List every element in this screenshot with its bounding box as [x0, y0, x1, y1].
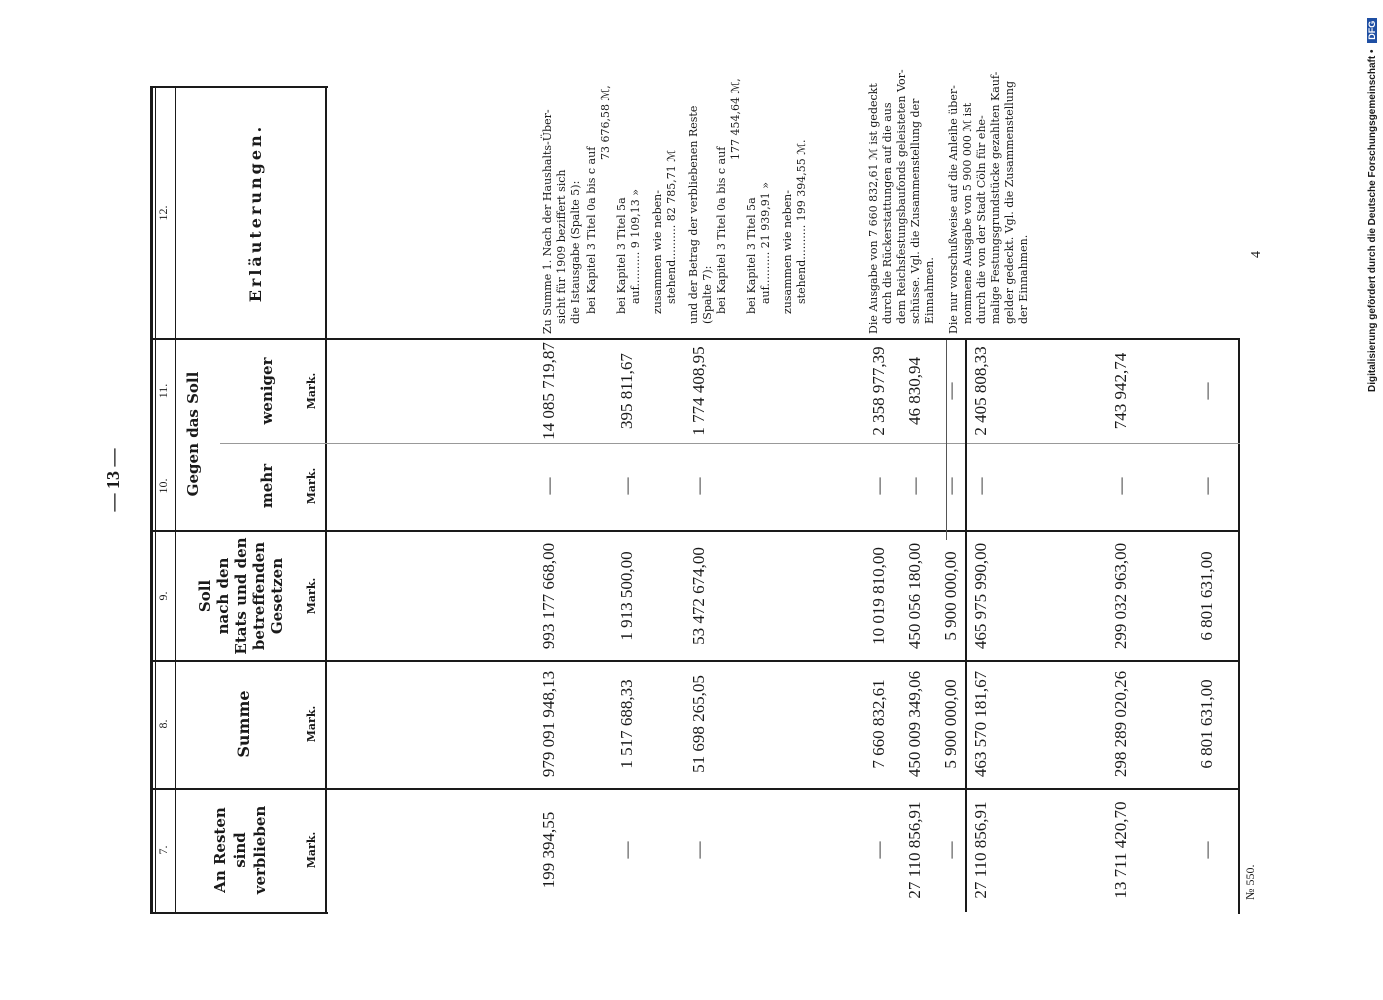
note1-line6: bei Kapitel 3 Titel 5a: [615, 197, 628, 314]
row4-c8: 7 660 832,61: [869, 679, 888, 769]
sheet-number: 4: [1249, 251, 1264, 258]
row9-c9: 6 801 631,00: [1197, 551, 1216, 641]
row2-c7: —: [617, 841, 636, 859]
row8-c7: 13 711 420,70: [1111, 801, 1130, 899]
colnum-11: 11.: [156, 383, 170, 399]
row2-c8: 1 517 688,33: [617, 679, 636, 769]
note1-line12: bei Kapitel 3 Titel 0a bis c auf: [715, 146, 728, 314]
header-c11: weniger: [258, 357, 276, 425]
row8-c10: —: [1111, 477, 1130, 495]
row5-c9: 450 056 180,00: [905, 542, 924, 650]
header-group-gegen-das-soll: Gegen das Soll: [184, 371, 202, 497]
table-right: [150, 86, 328, 88]
header-c9-line3: Etats und den: [232, 537, 250, 655]
note1-line13: 177 454,64 ℳ,: [729, 78, 742, 160]
header-c7-line1: An Resten: [211, 807, 229, 893]
colnum-8: 8.: [156, 719, 170, 729]
row7-c10: —: [971, 477, 990, 495]
unit-c9: Mark.: [305, 577, 318, 615]
row1-c7: 199 394,55: [539, 811, 558, 889]
dfg-logo: DFG: [1367, 18, 1377, 43]
row3-c7: —: [689, 841, 708, 859]
row6-c10: —: [941, 477, 960, 495]
row9-c11: —: [1197, 382, 1216, 400]
colnum-9: 9.: [156, 591, 170, 601]
row2-c10: —: [617, 477, 636, 495]
row1-c9: 993 177 668,00: [539, 542, 558, 650]
note2-line4: schüsse. Vgl. die Zusammenstellung der: [909, 98, 922, 324]
note3-line3: durch die von der Stadt Cöln für ehe-: [975, 115, 988, 324]
rule-bottom: [1238, 338, 1240, 914]
header-c8: Summe: [234, 690, 253, 758]
row5-c11: 46 830,94: [905, 357, 924, 425]
row9-c7: —: [1197, 841, 1216, 859]
header-c9-line4: betreffenden: [250, 541, 268, 651]
row5-c8: 450 009 349,06: [905, 670, 924, 778]
unit-c8: Mark.: [305, 705, 318, 743]
row1-c11: 14 085 719,87: [539, 342, 558, 440]
row2-c11: 395 811,67: [617, 353, 636, 429]
row7-c9: 465 975 990,00: [971, 542, 990, 650]
row7-c8: 463 570 181,67: [971, 670, 990, 778]
row1-c8: 979 091 948,13: [539, 670, 558, 778]
row7-c11: 2 405 808,33: [971, 346, 990, 436]
note1-line15: auf.......... 21 939,91 »: [759, 182, 772, 304]
row7-c7: 27 110 856,91: [971, 801, 990, 899]
colnum-10: 10.: [156, 478, 170, 494]
signature-mark: № 550.: [1243, 864, 1257, 900]
note1-line14: bei Kapitel 3 Titel 5a: [745, 197, 758, 314]
note1-line17: stehend.......... 199 394,55 ℳ.: [795, 139, 808, 304]
row8-c9: 299 032 963,00: [1111, 542, 1130, 650]
note1-line4: bei Kapitel 3 Titel 0a bis c auf: [585, 146, 598, 314]
header-c10: mehr: [258, 463, 276, 509]
note3-line5: gelder gedeckt. Vgl. die Zusammenstellung: [1003, 81, 1016, 324]
header-c9-line1: Soll: [196, 579, 214, 613]
colnum-12: 12.: [156, 205, 170, 221]
note2-line2: durch die Rückerstattungen auf die aus: [881, 102, 894, 324]
header-c9-line5: Gesetzen: [268, 557, 286, 635]
dfg-credit: [1368, 18, 1378, 392]
note1-line7: auf.......... 9 109,13 »: [629, 189, 642, 304]
row9-c10: —: [1197, 477, 1216, 495]
row3-c9: 53 472 674,00: [689, 547, 708, 645]
sep-10-11: [220, 443, 1240, 444]
unit-c7: Mark.: [305, 831, 318, 869]
note1-line11: (Spalte 7):: [701, 265, 714, 324]
header-c7-line2: sind: [231, 832, 249, 868]
header-c9-line2: nach den: [214, 557, 232, 635]
note1-line16: zusammen wie neben-: [781, 190, 794, 314]
row3-c8: 51 698 265,05: [689, 675, 708, 773]
row6-c8: 5 900 000,00: [941, 679, 960, 769]
row3-c10: —: [689, 477, 708, 495]
row6-c7: —: [941, 841, 960, 859]
row6-c9: 5 900 000,00: [941, 551, 960, 641]
colnum-7: 7.: [156, 845, 170, 855]
subtotal-rule: [965, 340, 967, 912]
header-c7-line3: verblieben: [251, 805, 269, 895]
note3-line4: malige Festungsgrundstücke gezahlten Kauf-: [989, 71, 1002, 324]
note1-line2: sicht für 1909 beziffert sich: [555, 169, 568, 324]
note1-line9: stehend.......... 82 785,71 ℳ: [665, 150, 678, 304]
table-left: [150, 912, 328, 914]
note1-line5: 73 676,58 ℳ,: [599, 85, 612, 160]
row1-c10: —: [539, 477, 558, 495]
row5-c10: —: [905, 477, 924, 495]
row4-c11: 2 358 977,39: [869, 346, 888, 436]
note2-line3: dem Reichsfestungsbaufonds geleisteten Vor-: [895, 69, 908, 324]
row4-c10: —: [869, 477, 888, 495]
note2-line5: Einnahmen.: [923, 257, 936, 324]
note3-line6: der Einnahmen.: [1017, 234, 1030, 324]
note1-line3: die Istausgabe (Spalte 5):: [569, 180, 582, 324]
note3-line2: nommene Ausgabe von 5 900 000 ℳ ist: [961, 102, 974, 324]
note3-line1: Die nur vorschußweise auf die Anleihe über-: [947, 85, 960, 334]
row2-c9: 1 913 500,00: [617, 551, 636, 641]
row4-c7: —: [869, 841, 888, 859]
note1-line10: und der Betrag der verbliebenen Reste: [687, 105, 700, 324]
row8-c11: 743 942,74: [1111, 352, 1130, 430]
row4-c9: 10 019 810,00: [869, 547, 888, 645]
row9-c8: 6 801 631,00: [1197, 679, 1216, 769]
note2-line1: Die Ausgabe von 7 660 832,61 ℳ ist gedeckt: [867, 83, 880, 334]
row8-c8: 298 289 020,26: [1111, 670, 1130, 778]
row3-c11: 1 774 408,95: [689, 346, 708, 436]
row5-c7: 27 110 856,91: [905, 801, 924, 899]
unit-c10: Mark.: [305, 467, 318, 505]
note1-line8: zusammen wie neben-: [651, 190, 664, 314]
dfg-credit-text: Digitalisierung gefördert durch die Deutsche Forschungsgemeinschaft •: [1367, 49, 1378, 392]
row6-c11: —: [941, 382, 960, 400]
unit-c11: Mark.: [305, 372, 318, 410]
page-number: — 13 —: [103, 448, 123, 512]
header-c12: Erläuterungen.: [246, 123, 265, 303]
note1-line1: Zu Summe 1. Nach der Haushalts-Über-: [541, 109, 554, 334]
